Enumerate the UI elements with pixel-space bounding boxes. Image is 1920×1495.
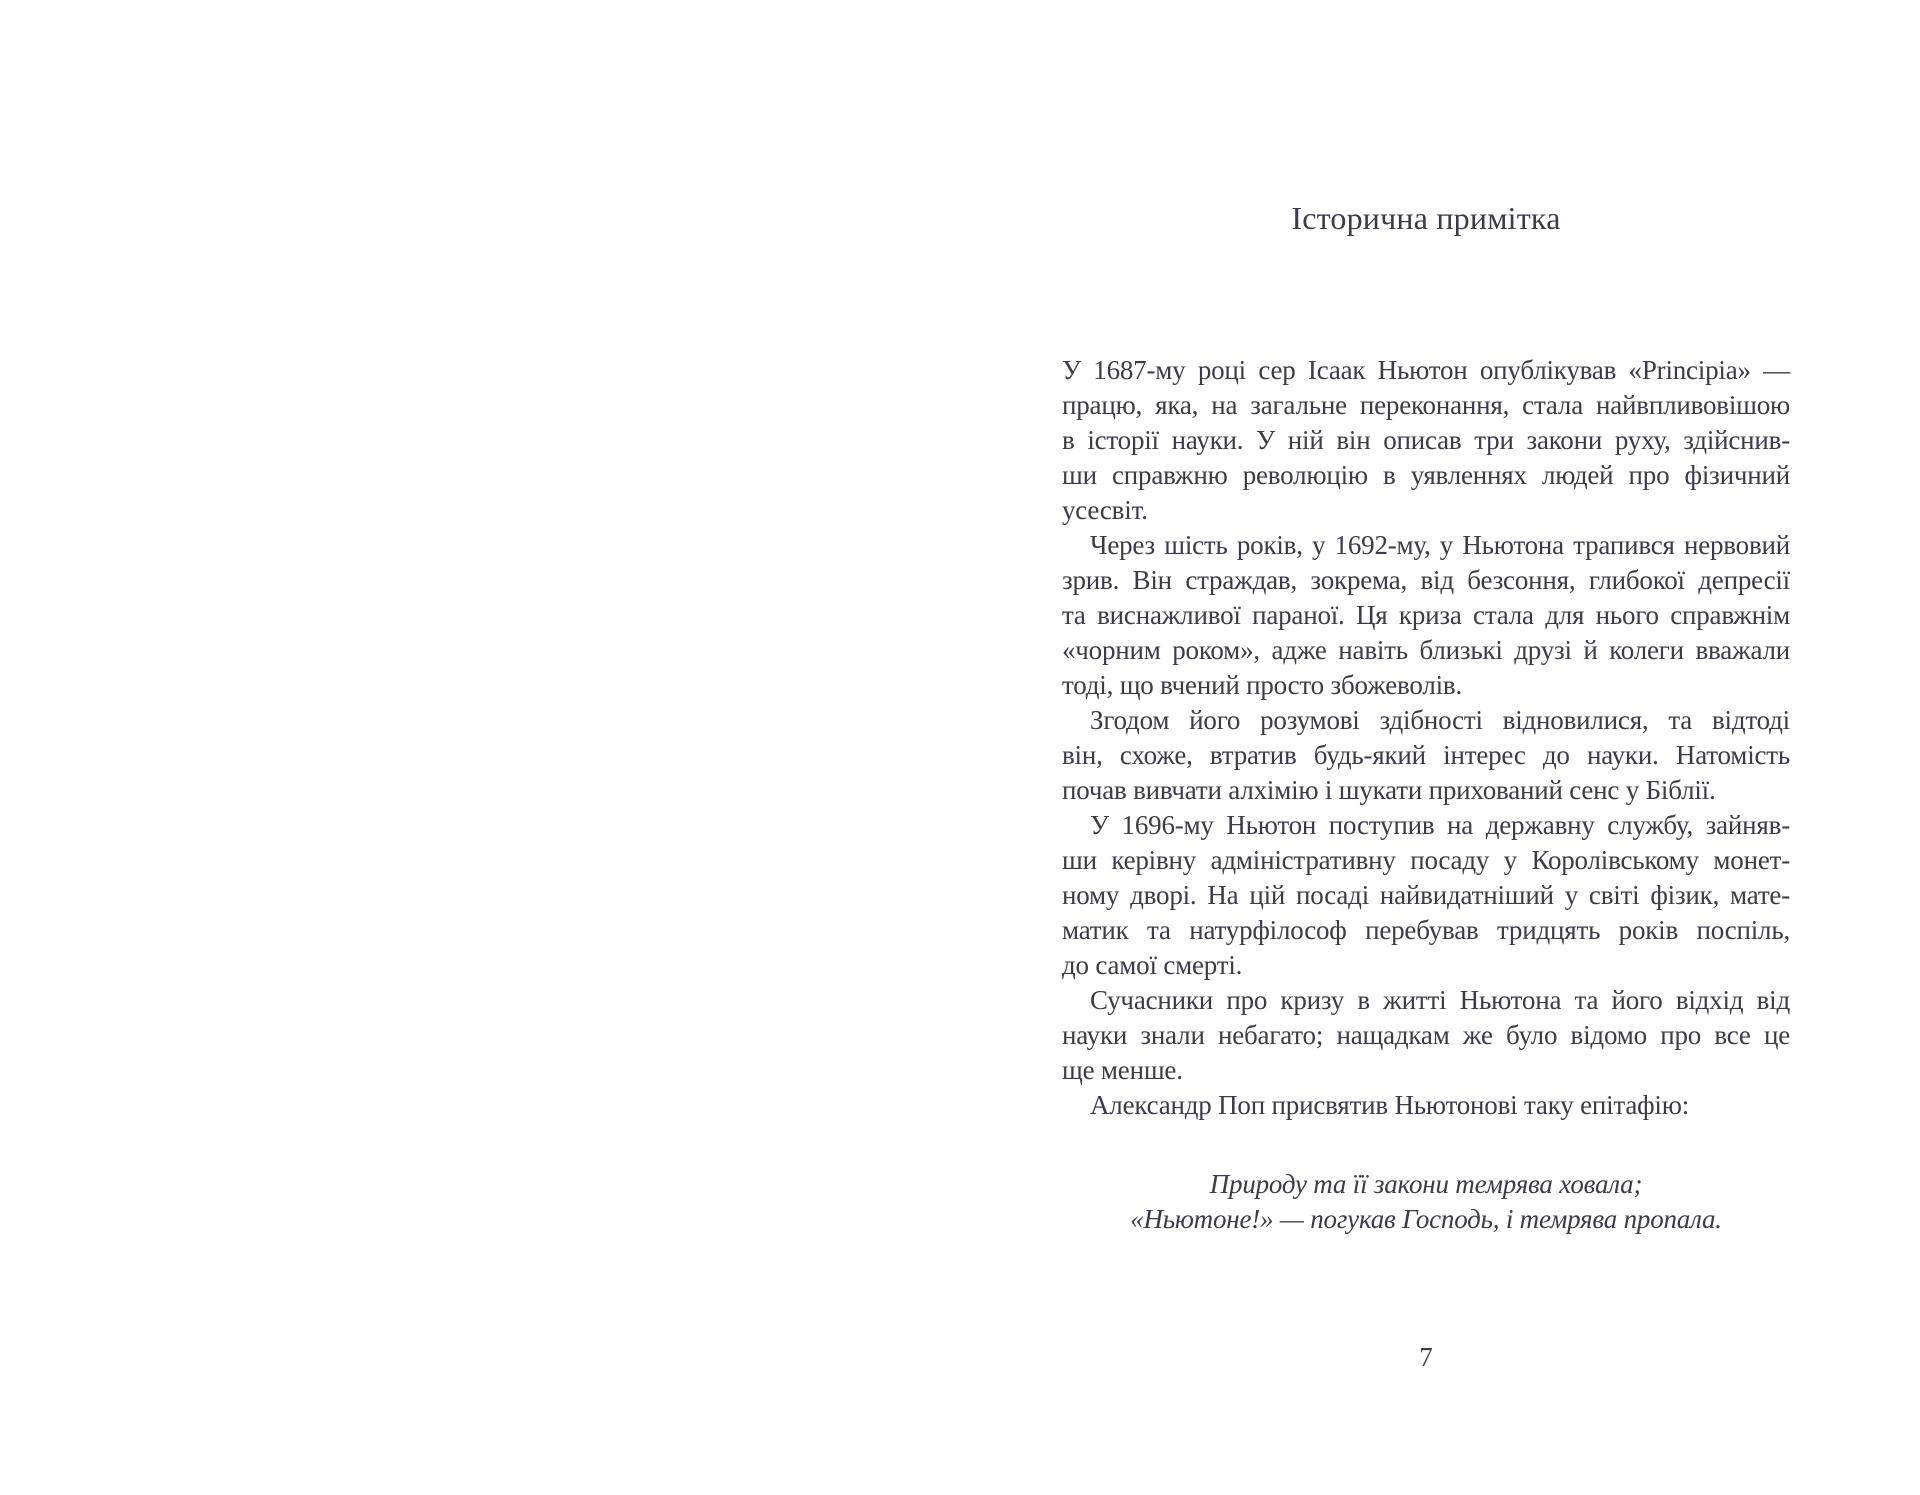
paragraph-1-line: У 1687-му році сер Ісаак Ньютон опублікував «Principia» — (1062, 355, 1790, 385)
paragraph-1-line: усесвіт. (1062, 495, 1148, 525)
epitaph-line: Природу та її закони темрява ховала; (1209, 1169, 1643, 1199)
epitaph-line: «Ньютоне!» — погукав Господь, і темрява пропала. (1130, 1204, 1722, 1234)
paragraph-3-line: Згодом його розумові здібності відновилися, та відтоді (1090, 705, 1790, 735)
paragraph-1-line: в історії науки. У ній він описав три закони руху, здійснив- (1062, 425, 1790, 455)
paragraph-3-line: почав вивчати алхімію і шукати прихований сенс у Біблії. (1062, 775, 1716, 805)
page-number: 7 (1419, 1342, 1433, 1372)
paragraph-2-line: Через шість років, у 1692-му, у Ньютона трапився нервовий (1090, 530, 1790, 560)
paragraph-4-line: ному дворі. На цій посаді найвидатніший у світі фізик, мате- (1062, 880, 1790, 910)
paragraph-1-line: ши справжню революцію в уявленнях людей про фізичний (1062, 460, 1790, 490)
paragraph-1-line: працю, яка, на загальне переконання, стала найвпливовішою (1062, 390, 1790, 420)
paragraph-5-line: науки знали небагато; нащадкам же було відомо про все це (1062, 1020, 1790, 1050)
paragraph-2-line: «чорним роком», адже навіть близькі друзі й колеги вважали (1062, 635, 1790, 665)
epitaph-verse (1062, 1167, 1790, 1237)
paragraph-3-line: він, схоже, втратив будь-який інтерес до науки. Натомість (1062, 740, 1790, 770)
paragraph-2-line: тоді, що вчений просто збожеволів. (1062, 670, 1463, 700)
paragraph-4-line: У 1696-му Ньютон поступив на державну службу, зайняв- (1090, 810, 1790, 840)
paragraph-5-line: Сучасники про кризу в житті Ньютона та його відхід від (1090, 985, 1790, 1015)
paragraph-2-line: зрив. Він страждав, зокрема, від безсоння, глибокої депресії (1062, 565, 1790, 595)
paragraph-4-line: матик та натурфілософ перебував тридцять років поспіль, (1062, 915, 1790, 945)
paragraph-4-line: до самої смерті. (1062, 950, 1243, 980)
paragraph-6-line: Александр Поп присвятив Ньютонові таку епітафію: (1090, 1090, 1690, 1120)
paragraph-5-line: ще менше. (1062, 1055, 1183, 1085)
text-column (1062, 0, 1790, 1495)
paragraph-4-line: ши керівну адміністративну посаду у Королівському монет- (1062, 845, 1790, 875)
body-text (1062, 353, 1790, 1123)
paragraph-2-line: та виснажливої параної. Ця криза стала для нього справжнім (1062, 600, 1790, 630)
chapter-title: Історична примітка (1291, 200, 1561, 236)
